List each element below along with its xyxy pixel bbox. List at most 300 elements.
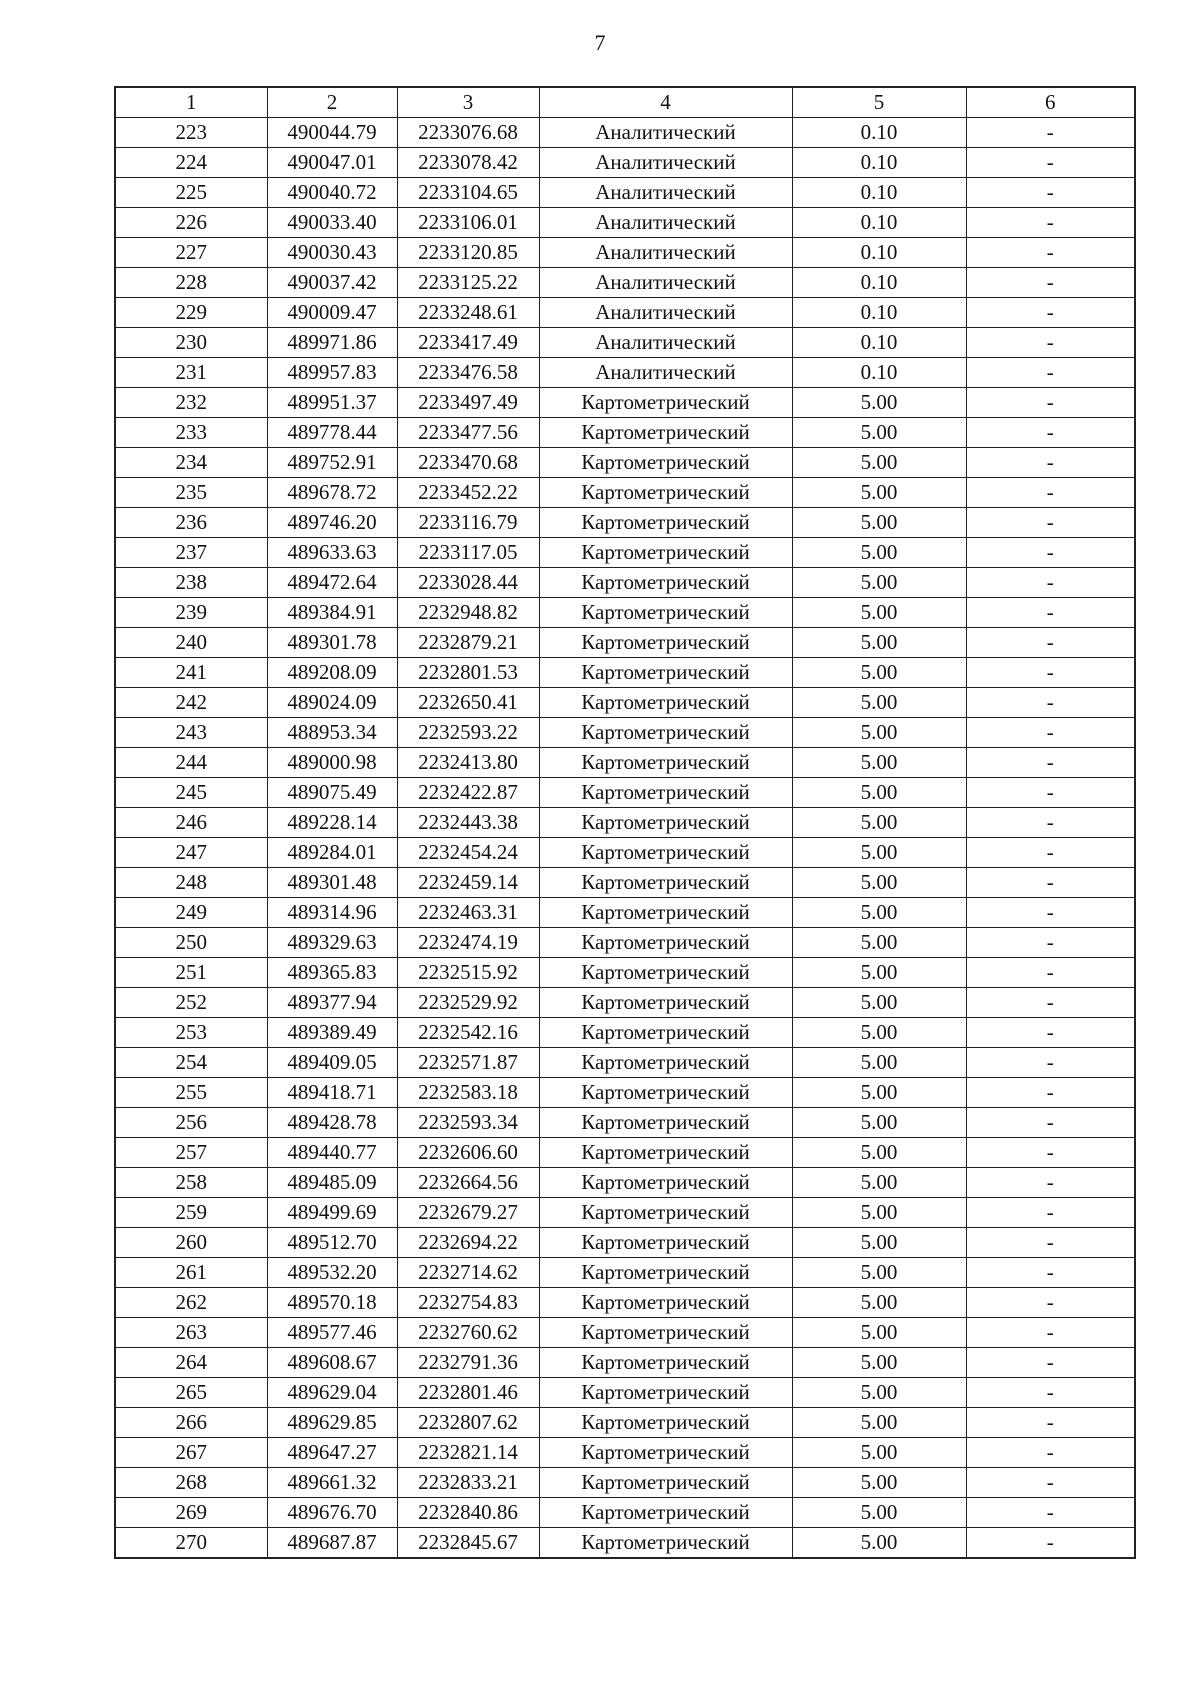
table-row [115,868,1135,898]
point-number-cell: 228 [115,268,267,298]
method-cell: Картометрический [539,628,792,658]
table-row [115,1288,1135,1318]
accuracy-cell: 5.00 [792,1468,966,1498]
note-cell: - [966,538,1135,568]
x-coordinate-cell: 489301.48 [267,868,397,898]
y-coordinate-cell: 2232413.80 [397,748,539,778]
note-cell: - [966,928,1135,958]
method-cell: Картометрический [539,928,792,958]
x-coordinate-cell: 489629.04 [267,1378,397,1408]
note-cell: - [966,1258,1135,1288]
point-number-cell: 229 [115,298,267,328]
method-cell: Картометрический [539,658,792,688]
table-row [115,568,1135,598]
point-number-cell: 252 [115,988,267,1018]
table-row [115,208,1135,238]
column-header: 1 [115,87,267,118]
table-row [115,1258,1135,1288]
x-coordinate-cell: 488953.34 [267,718,397,748]
note-cell: - [966,418,1135,448]
table-row [115,1198,1135,1228]
accuracy-cell: 5.00 [792,1348,966,1378]
accuracy-cell: 5.00 [792,1228,966,1258]
note-cell: - [966,1528,1135,1559]
method-cell: Картометрический [539,1198,792,1228]
point-number-cell: 258 [115,1168,267,1198]
method-cell: Картометрический [539,418,792,448]
table-row [115,1468,1135,1498]
accuracy-cell: 5.00 [792,1258,966,1288]
y-coordinate-cell: 2233477.56 [397,418,539,448]
table-row [115,1378,1135,1408]
method-cell: Аналитический [539,358,792,388]
x-coordinate-cell: 489971.86 [267,328,397,358]
method-cell: Картометрический [539,1018,792,1048]
point-number-cell: 259 [115,1198,267,1228]
note-cell: - [966,478,1135,508]
method-cell: Аналитический [539,238,792,268]
x-coordinate-cell: 489957.83 [267,358,397,388]
note-cell: - [966,1228,1135,1258]
note-cell: - [966,808,1135,838]
accuracy-cell: 5.00 [792,898,966,928]
table-row [115,1408,1135,1438]
method-cell: Картометрический [539,598,792,628]
header-row [115,87,1135,118]
y-coordinate-cell: 2232443.38 [397,808,539,838]
accuracy-cell: 5.00 [792,418,966,448]
table-row [115,1348,1135,1378]
accuracy-cell: 5.00 [792,748,966,778]
accuracy-cell: 5.00 [792,1378,966,1408]
note-cell: - [966,838,1135,868]
x-coordinate-cell: 489746.20 [267,508,397,538]
method-cell: Картометрический [539,1378,792,1408]
method-cell: Картометрический [539,1408,792,1438]
note-cell: - [966,598,1135,628]
accuracy-cell: 5.00 [792,598,966,628]
table-body [115,118,1135,1559]
note-cell: - [966,988,1135,1018]
accuracy-cell: 5.00 [792,868,966,898]
x-coordinate-cell: 489384.91 [267,598,397,628]
accuracy-cell: 5.00 [792,1408,966,1438]
accuracy-cell: 5.00 [792,1498,966,1528]
point-number-cell: 267 [115,1438,267,1468]
point-number-cell: 226 [115,208,267,238]
x-coordinate-cell: 489512.70 [267,1228,397,1258]
accuracy-cell: 0.10 [792,148,966,178]
note-cell: - [966,1468,1135,1498]
point-number-cell: 242 [115,688,267,718]
table-row [115,1168,1135,1198]
y-coordinate-cell: 2232474.19 [397,928,539,958]
method-cell: Картометрический [539,1048,792,1078]
y-coordinate-cell: 2232714.62 [397,1258,539,1288]
point-number-cell: 255 [115,1078,267,1108]
table-row [115,928,1135,958]
x-coordinate-cell: 489951.37 [267,388,397,418]
table-row [115,538,1135,568]
table-row [115,778,1135,808]
accuracy-cell: 5.00 [792,1318,966,1348]
method-cell: Аналитический [539,178,792,208]
y-coordinate-cell: 2232583.18 [397,1078,539,1108]
accuracy-cell: 5.00 [792,988,966,1018]
method-cell: Картометрический [539,1468,792,1498]
note-cell: - [966,748,1135,778]
x-coordinate-cell: 489608.67 [267,1348,397,1378]
note-cell: - [966,1048,1135,1078]
x-coordinate-cell: 489532.20 [267,1258,397,1288]
x-coordinate-cell: 489314.96 [267,898,397,928]
note-cell: - [966,958,1135,988]
note-cell: - [966,268,1135,298]
note-cell: - [966,568,1135,598]
point-number-cell: 251 [115,958,267,988]
note-cell: - [966,448,1135,478]
y-coordinate-cell: 2232679.27 [397,1198,539,1228]
point-number-cell: 230 [115,328,267,358]
accuracy-cell: 5.00 [792,658,966,688]
point-number-cell: 256 [115,1108,267,1138]
method-cell: Картометрический [539,988,792,1018]
y-coordinate-cell: 2233116.79 [397,508,539,538]
table-row [115,328,1135,358]
method-cell: Картометрический [539,748,792,778]
point-number-cell: 245 [115,778,267,808]
note-cell: - [966,898,1135,928]
table-row [115,418,1135,448]
x-coordinate-cell: 489301.78 [267,628,397,658]
note-cell: - [966,208,1135,238]
x-coordinate-cell: 489499.69 [267,1198,397,1228]
x-coordinate-cell: 489409.05 [267,1048,397,1078]
table-row [115,1318,1135,1348]
method-cell: Картометрический [539,868,792,898]
column-header: 6 [966,87,1135,118]
accuracy-cell: 5.00 [792,1138,966,1168]
y-coordinate-cell: 2232459.14 [397,868,539,898]
y-coordinate-cell: 2232515.92 [397,958,539,988]
x-coordinate-cell: 489647.27 [267,1438,397,1468]
accuracy-cell: 5.00 [792,1168,966,1198]
table-row [115,358,1135,388]
accuracy-cell: 5.00 [792,538,966,568]
note-cell: - [966,1438,1135,1468]
x-coordinate-cell: 489365.83 [267,958,397,988]
x-coordinate-cell: 489472.64 [267,568,397,598]
y-coordinate-cell: 2232664.56 [397,1168,539,1198]
point-number-cell: 269 [115,1498,267,1528]
accuracy-cell: 5.00 [792,1528,966,1559]
point-number-cell: 262 [115,1288,267,1318]
y-coordinate-cell: 2232463.31 [397,898,539,928]
y-coordinate-cell: 2232791.36 [397,1348,539,1378]
table-row [115,1018,1135,1048]
y-coordinate-cell: 2233417.49 [397,328,539,358]
method-cell: Картометрический [539,1258,792,1288]
method-cell: Картометрический [539,1348,792,1378]
table-row [115,148,1135,178]
accuracy-cell: 5.00 [792,1438,966,1468]
table-row [115,598,1135,628]
table-row [115,838,1135,868]
accuracy-cell: 5.00 [792,838,966,868]
y-coordinate-cell: 2232454.24 [397,838,539,868]
table-row [115,1528,1135,1559]
note-cell: - [966,1198,1135,1228]
table-row [115,238,1135,268]
note-cell: - [966,628,1135,658]
table-row [115,808,1135,838]
table-row [115,688,1135,718]
column-header: 2 [267,87,397,118]
note-cell: - [966,328,1135,358]
method-cell: Картометрический [539,718,792,748]
table-row [115,1078,1135,1108]
table-row [115,718,1135,748]
y-coordinate-cell: 2233078.42 [397,148,539,178]
table-row [115,448,1135,478]
y-coordinate-cell: 2233497.49 [397,388,539,418]
accuracy-cell: 0.10 [792,178,966,208]
note-cell: - [966,298,1135,328]
column-header: 3 [397,87,539,118]
method-cell: Картометрический [539,508,792,538]
x-coordinate-cell: 489377.94 [267,988,397,1018]
y-coordinate-cell: 2233452.22 [397,478,539,508]
point-number-cell: 234 [115,448,267,478]
point-number-cell: 270 [115,1528,267,1559]
y-coordinate-cell: 2233248.61 [397,298,539,328]
note-cell: - [966,1078,1135,1108]
table-row [115,1438,1135,1468]
point-number-cell: 249 [115,898,267,928]
table-row [115,748,1135,778]
note-cell: - [966,1408,1135,1438]
method-cell: Аналитический [539,268,792,298]
point-number-cell: 236 [115,508,267,538]
point-number-cell: 227 [115,238,267,268]
note-cell: - [966,868,1135,898]
x-coordinate-cell: 490044.79 [267,118,397,148]
y-coordinate-cell: 2232593.22 [397,718,539,748]
accuracy-cell: 5.00 [792,1018,966,1048]
point-number-cell: 260 [115,1228,267,1258]
accuracy-cell: 5.00 [792,778,966,808]
x-coordinate-cell: 489024.09 [267,688,397,718]
method-cell: Аналитический [539,148,792,178]
accuracy-cell: 0.10 [792,328,966,358]
accuracy-cell: 5.00 [792,628,966,658]
column-header: 4 [539,87,792,118]
point-number-cell: 225 [115,178,267,208]
point-number-cell: 264 [115,1348,267,1378]
y-coordinate-cell: 2233106.01 [397,208,539,238]
method-cell: Картометрический [539,688,792,718]
y-coordinate-cell: 2232650.41 [397,688,539,718]
note-cell: - [966,238,1135,268]
note-cell: - [966,1348,1135,1378]
method-cell: Картометрический [539,478,792,508]
accuracy-cell: 5.00 [792,808,966,838]
method-cell: Картометрический [539,808,792,838]
method-cell: Картометрический [539,838,792,868]
point-number-cell: 261 [115,1258,267,1288]
note-cell: - [966,178,1135,208]
accuracy-cell: 5.00 [792,448,966,478]
column-header: 5 [792,87,966,118]
point-number-cell: 247 [115,838,267,868]
page-number: 7 [594,30,606,55]
x-coordinate-cell: 490030.43 [267,238,397,268]
y-coordinate-cell: 2233476.58 [397,358,539,388]
y-coordinate-cell: 2232593.34 [397,1108,539,1138]
x-coordinate-cell: 490040.72 [267,178,397,208]
x-coordinate-cell: 489208.09 [267,658,397,688]
accuracy-cell: 5.00 [792,958,966,988]
accuracy-cell: 5.00 [792,1078,966,1108]
table-row [115,958,1135,988]
x-coordinate-cell: 489389.49 [267,1018,397,1048]
accuracy-cell: 0.10 [792,358,966,388]
y-coordinate-cell: 2232807.62 [397,1408,539,1438]
point-number-cell: 235 [115,478,267,508]
point-number-cell: 232 [115,388,267,418]
method-cell: Картометрический [539,1138,792,1168]
table-row [115,658,1135,688]
point-number-cell: 231 [115,358,267,388]
x-coordinate-cell: 489661.32 [267,1468,397,1498]
x-coordinate-cell: 489440.77 [267,1138,397,1168]
point-number-cell: 237 [115,538,267,568]
table-row [115,1108,1135,1138]
table-row [115,1228,1135,1258]
table-row [115,178,1135,208]
note-cell: - [966,778,1135,808]
table-row [115,388,1135,418]
y-coordinate-cell: 2233120.85 [397,238,539,268]
point-number-cell: 224 [115,148,267,178]
accuracy-cell: 5.00 [792,1048,966,1078]
y-coordinate-cell: 2232760.62 [397,1318,539,1348]
table-row [115,298,1135,328]
x-coordinate-cell: 490009.47 [267,298,397,328]
accuracy-cell: 0.10 [792,118,966,148]
x-coordinate-cell: 490033.40 [267,208,397,238]
y-coordinate-cell: 2232821.14 [397,1438,539,1468]
table-row [115,268,1135,298]
table-row [115,898,1135,928]
accuracy-cell: 0.10 [792,238,966,268]
note-cell: - [966,688,1135,718]
table-row [115,988,1135,1018]
accuracy-cell: 5.00 [792,568,966,598]
method-cell: Картометрический [539,1168,792,1198]
y-coordinate-cell: 2232542.16 [397,1018,539,1048]
point-number-cell: 241 [115,658,267,688]
x-coordinate-cell: 489570.18 [267,1288,397,1318]
accuracy-cell: 5.00 [792,1288,966,1318]
point-number-cell: 265 [115,1378,267,1408]
point-number-cell: 268 [115,1468,267,1498]
table-row [115,628,1135,658]
x-coordinate-cell: 489678.72 [267,478,397,508]
note-cell: - [966,1498,1135,1528]
x-coordinate-cell: 489778.44 [267,418,397,448]
x-coordinate-cell: 489418.71 [267,1078,397,1108]
note-cell: - [966,1018,1135,1048]
y-coordinate-cell: 2233028.44 [397,568,539,598]
coordinates-table [114,86,1136,1559]
x-coordinate-cell: 489000.98 [267,748,397,778]
method-cell: Картометрический [539,388,792,418]
note-cell: - [966,1288,1135,1318]
y-coordinate-cell: 2232840.86 [397,1498,539,1528]
x-coordinate-cell: 490037.42 [267,268,397,298]
x-coordinate-cell: 490047.01 [267,148,397,178]
note-cell: - [966,1168,1135,1198]
point-number-cell: 263 [115,1318,267,1348]
accuracy-cell: 5.00 [792,688,966,718]
point-number-cell: 246 [115,808,267,838]
note-cell: - [966,358,1135,388]
note-cell: - [966,718,1135,748]
note-cell: - [966,1108,1135,1138]
note-cell: - [966,1138,1135,1168]
y-coordinate-cell: 2232948.82 [397,598,539,628]
method-cell: Картометрический [539,1078,792,1108]
accuracy-cell: 5.00 [792,508,966,538]
method-cell: Картометрический [539,538,792,568]
note-cell: - [966,1318,1135,1348]
point-number-cell: 248 [115,868,267,898]
table-row [115,478,1135,508]
point-number-cell: 239 [115,598,267,628]
x-coordinate-cell: 489329.63 [267,928,397,958]
note-cell: - [966,148,1135,178]
y-coordinate-cell: 2232879.21 [397,628,539,658]
x-coordinate-cell: 489577.46 [267,1318,397,1348]
point-number-cell: 238 [115,568,267,598]
note-cell: - [966,658,1135,688]
x-coordinate-cell: 489676.70 [267,1498,397,1528]
method-cell: Аналитический [539,298,792,328]
accuracy-cell: 5.00 [792,1198,966,1228]
point-number-cell: 253 [115,1018,267,1048]
method-cell: Картометрический [539,1528,792,1559]
y-coordinate-cell: 2232571.87 [397,1048,539,1078]
method-cell: Картометрический [539,1108,792,1138]
method-cell: Аналитический [539,208,792,238]
method-cell: Картометрический [539,1228,792,1258]
table-header [115,87,1135,118]
method-cell: Картометрический [539,898,792,928]
y-coordinate-cell: 2232801.46 [397,1378,539,1408]
method-cell: Картометрический [539,448,792,478]
y-coordinate-cell: 2232529.92 [397,988,539,1018]
y-coordinate-cell: 2232694.22 [397,1228,539,1258]
method-cell: Аналитический [539,328,792,358]
table-row [115,118,1135,148]
y-coordinate-cell: 2233076.68 [397,118,539,148]
x-coordinate-cell: 489075.49 [267,778,397,808]
table-row [115,1138,1135,1168]
x-coordinate-cell: 489485.09 [267,1168,397,1198]
method-cell: Картометрический [539,1288,792,1318]
point-number-cell: 244 [115,748,267,778]
